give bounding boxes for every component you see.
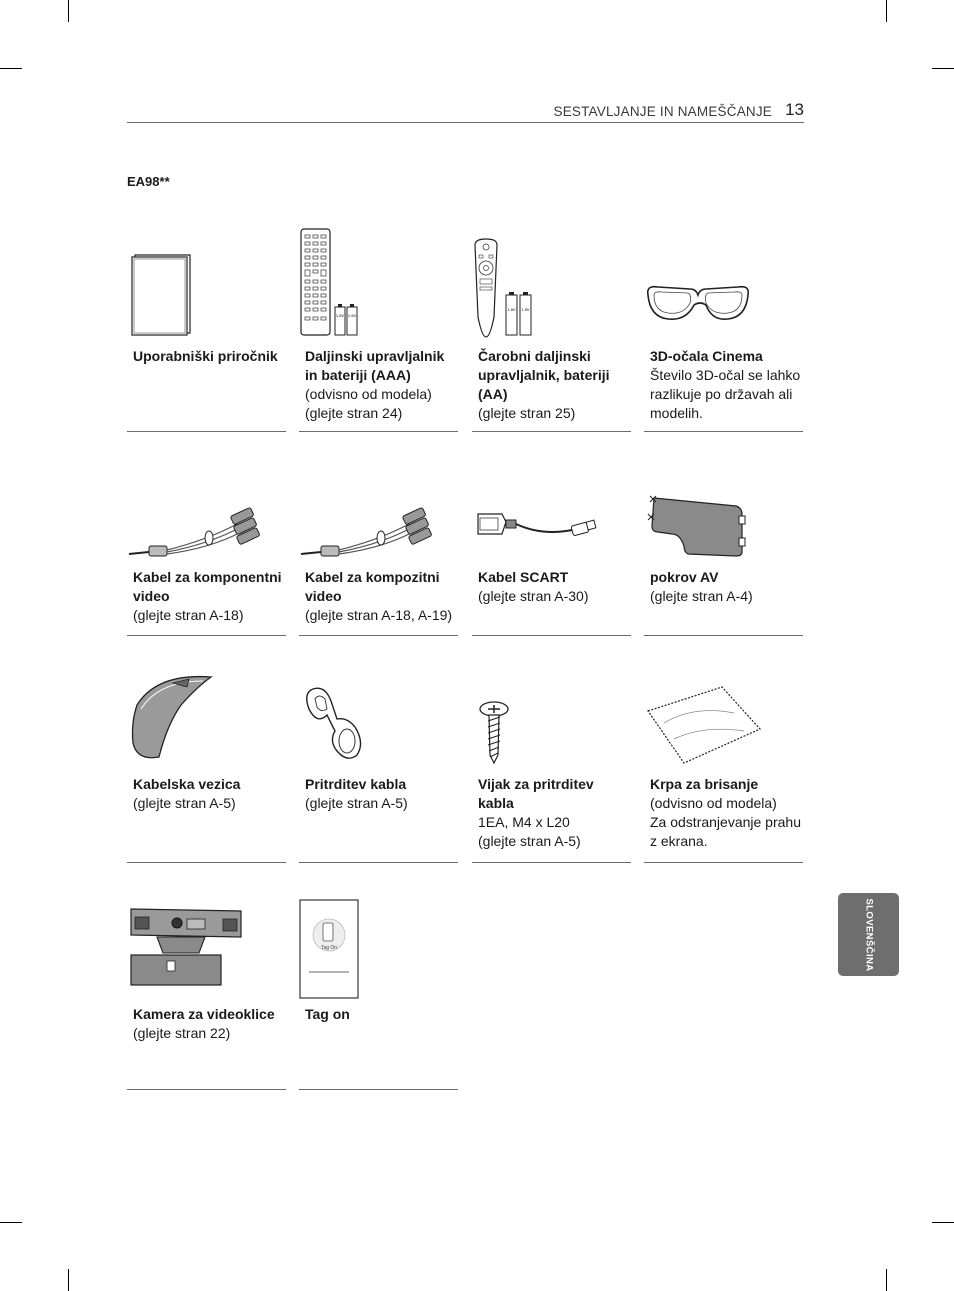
magic-remote-icon [472,225,631,345]
crop-mark [886,0,887,22]
item-tag-on [299,895,458,1090]
item-title: Krpa za brisanje [650,776,759,792]
battery-label: 1.5V [521,307,530,312]
item-title: Vijak za pritrditev kabla [478,776,594,811]
item-title: Pritrditev kabla [305,776,407,792]
battery-label: 1.5V [335,313,345,318]
item-title: pokrov AV [650,569,719,585]
crop-mark [68,1269,69,1291]
item-remote [299,225,458,432]
tag-on-label: Tag On [320,945,338,951]
tag-on-icon [299,895,458,1005]
item-desc: (glejte stran A-5) [305,795,408,811]
item-video-camera [127,895,286,1090]
item-title: Kabel za komponentni video [133,569,282,604]
item-title: Kabel SCART [478,569,569,585]
battery-icon [335,304,357,335]
item-cleaning-cloth [644,665,803,863]
crop-mark [886,1269,887,1291]
item-title: Kabel za kompozitni video [305,569,440,604]
item-title: 3D-očala Cinema [650,348,763,364]
item-desc: (glejte stran A-4) [650,588,753,604]
crop-mark [0,1222,22,1223]
item-desc: (glejte stran 25) [478,405,576,421]
item-cable-holder [299,665,458,863]
item-title: Uporabniški priročnik [133,348,278,364]
item-title: Daljinski upravljalnik in bateriji (AAA) [305,348,445,383]
crop-mark [932,68,954,69]
model-code: EA98** [127,174,170,189]
item-desc: (glejte stran A-5) [133,795,236,811]
item-desc: 1EA, M4 x L20 (glejte stran A-5) [478,814,581,849]
item-desc: (odvisno od modela) (glejte stran 24) [305,386,432,421]
item-desc: (glejte stran A-18) [133,607,244,623]
item-title: Kamera za videoklice [133,1006,275,1022]
item-desc: Število 3D-očal se lahko razlikuje po državah ali modelih. [650,367,801,421]
item-screw [472,665,631,863]
item-3d-glasses [644,225,803,432]
language-tab [838,893,899,976]
component-cable-icon [127,478,286,568]
remote-control-icon [299,225,458,345]
av-cover-icon [644,478,803,568]
item-title: Kabelska vezica [133,776,241,792]
cable-tie-icon [127,665,286,775]
item-desc: (glejte stran A-30) [478,588,589,604]
item-cable-tie [127,665,286,863]
item-desc: (glejte stran A-18, A-19) [305,607,453,623]
page-number: 13 [785,100,804,119]
item-desc: (odvisno od modela) Za odstranjevanje prahu z ekrana. [650,795,801,849]
item-composite-cable [299,478,458,636]
page-header [127,100,804,123]
screw-icon [472,665,631,775]
battery-label: 1.5V [347,313,357,318]
battery-icon [506,292,531,335]
language-label: SLOVENŠČINA [863,897,874,972]
item-title: Čarobni daljinski upravljalnik, bateriji (AA) [478,348,610,402]
manual-icon [127,225,286,345]
item-manual [127,225,286,432]
crop-mark [932,1222,954,1223]
composite-cable-icon [299,478,458,568]
crop-mark [0,68,22,69]
item-title: Tag on [305,1006,350,1022]
item-scart-cable [472,478,631,636]
battery-label: 1.5V [507,307,516,312]
3d-glasses-icon [644,225,803,345]
item-desc: (glejte stran 22) [133,1025,231,1041]
crop-mark [68,0,69,22]
cable-holder-icon [299,665,458,775]
item-av-cover [644,478,803,636]
cleaning-cloth-icon [644,665,803,775]
scart-cable-icon [472,478,631,568]
item-component-cable [127,478,286,636]
section-title: SESTAVLJANJE IN NAMEŠČANJE [553,104,772,119]
item-magic-remote [472,225,631,432]
video-camera-icon [127,895,286,1005]
